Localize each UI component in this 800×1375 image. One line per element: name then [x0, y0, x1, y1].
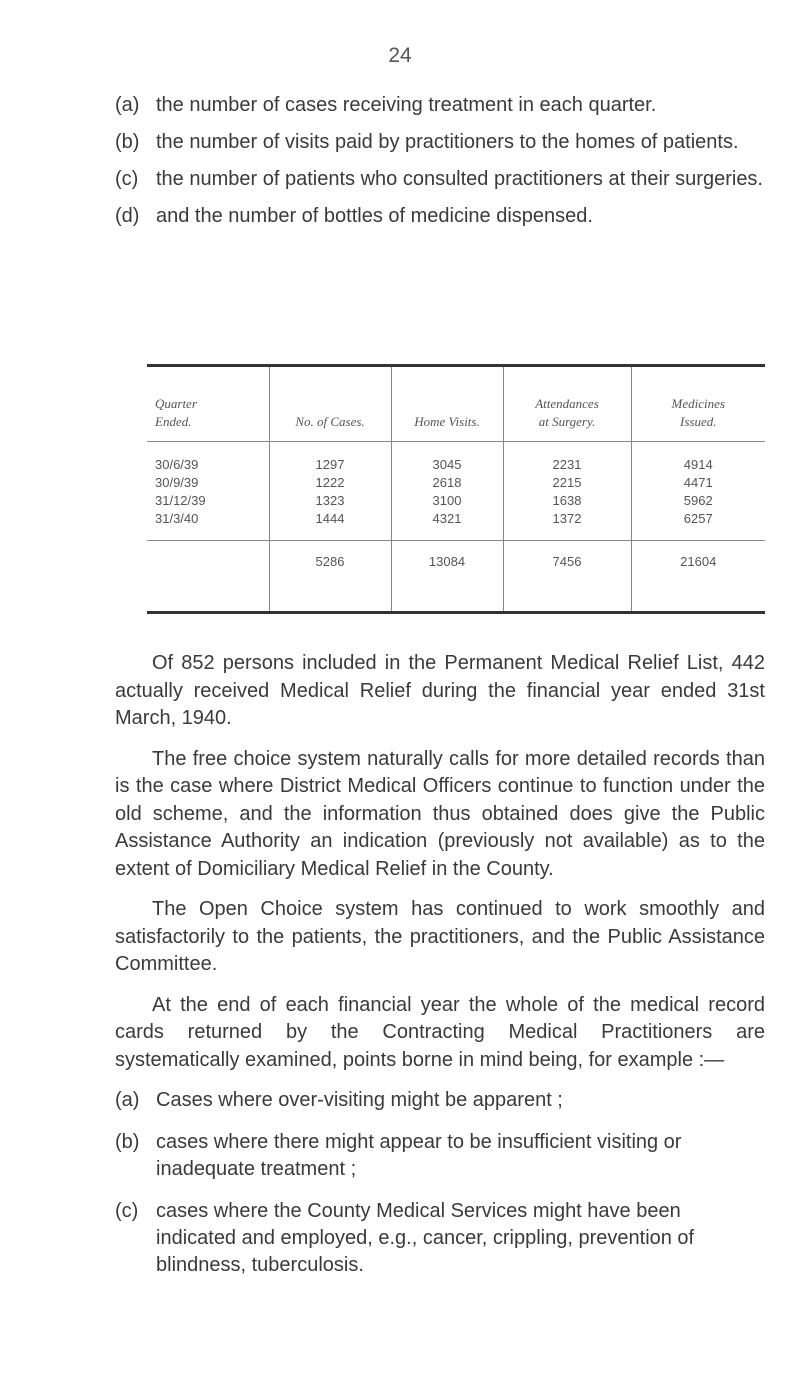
paragraph: Of 852 persons included in the Permanent Medical Relief List, 442 actually received Medical Relief during the financial year ended 31st March, 1940.	[115, 652, 765, 729]
cell-total-cases: 5286	[269, 541, 391, 613]
list-text: the number of patients who consulted practitioners at their surgeries.	[156, 168, 763, 190]
cell-total-medicines: 21604	[631, 541, 765, 613]
header-home-visits-label: Home Visits.	[414, 414, 480, 429]
list-item	[115, 166, 765, 193]
body-text	[115, 650, 765, 1294]
header-quarter-ended	[147, 366, 269, 442]
cell-medicines: 4914	[631, 442, 765, 475]
page-number: 24	[388, 44, 412, 67]
list-item	[115, 1129, 765, 1183]
cell-medicines: 5962	[631, 492, 765, 510]
cell-cases: 1444	[269, 510, 391, 541]
cell-quarter: 30/9/39	[155, 475, 199, 490]
cell-total-home-visits: 13084	[391, 541, 503, 613]
paragraph: At the end of each financial year the whole of the medical record cards returned by the Contracting Medical Practitioners are systematically examined, points borne in mind being, for example :—	[115, 993, 765, 1071]
list-marker: (c)	[115, 1200, 139, 1222]
cell-home-visits: 2618	[391, 474, 503, 492]
list-item	[115, 92, 765, 119]
cell-attendances: 2231	[503, 442, 631, 475]
cell-total-attendances: 7456	[503, 541, 631, 613]
cell-attendances: 2215	[503, 474, 631, 492]
table-total-row	[147, 541, 765, 613]
header-attendances	[503, 366, 631, 442]
list-marker: (a)	[115, 1089, 140, 1111]
list-text: Cases where over-visiting might be apparent ;	[156, 1089, 563, 1111]
cell-cases: 1222	[269, 474, 391, 492]
header-medicines	[631, 366, 765, 442]
cell-home-visits: 3045	[391, 442, 503, 475]
paragraph: The Open Choice system has continued to work smoothly and satisfactorily to the patients, the practitioners, and the Public Assistance Committee.	[115, 898, 765, 975]
cell-home-visits: 3100	[391, 492, 503, 510]
list-item	[115, 129, 765, 156]
cell-quarter: 31/12/39	[155, 493, 206, 508]
list-text: the number of visits paid by practitioners to the homes of patients.	[156, 131, 739, 153]
table-row	[147, 474, 765, 492]
examination-points-list	[115, 1087, 765, 1279]
cell-quarter: 30/6/39	[155, 457, 199, 472]
list-text: cases where the County Medical Services might have been indicated and employed, e.g., cancer, crippling, prevention of blindness, tuberculosis.	[156, 1200, 695, 1276]
list-item	[115, 1198, 765, 1279]
cell-quarter: 31/3/40	[155, 511, 199, 526]
header-attendances-line1: Attendances	[535, 396, 599, 411]
header-medicines-line1: Medicines	[671, 396, 725, 411]
list-marker: (b)	[115, 131, 140, 153]
cell-total-blank	[147, 541, 269, 613]
list-text: and the number of bottles of medicine dispensed.	[156, 205, 593, 227]
list-marker: (b)	[115, 1131, 140, 1153]
list-item	[115, 1087, 765, 1114]
table-header-row	[147, 366, 765, 442]
cell-home-visits: 4321	[391, 510, 503, 541]
cell-attendances: 1638	[503, 492, 631, 510]
paragraph: The free choice system naturally calls for more detailed records than is the case where District Medical Officers continue to function under the old scheme, and the information thus obtained does give the Public Assistance Authority an indication (previously not available) as to the extent of Domiciliary Medical Relief in the County.	[115, 747, 765, 880]
list-text: cases where there might appear to be insufficient visiting or inadequate treatment ;	[156, 1131, 682, 1180]
cell-attendances: 1372	[503, 510, 631, 541]
table-row	[147, 510, 765, 541]
intro-list	[115, 92, 765, 240]
list-marker: (d)	[115, 205, 140, 227]
cell-medicines: 4471	[631, 474, 765, 492]
header-home-visits	[391, 366, 503, 442]
cell-cases: 1297	[269, 442, 391, 475]
cell-cases: 1323	[269, 492, 391, 510]
table-row	[147, 442, 765, 475]
medical-relief-table	[147, 364, 765, 614]
list-marker: (a)	[115, 94, 140, 116]
header-attendances-line2: at Surgery.	[538, 414, 596, 429]
header-quarter-line2: Ended.	[155, 414, 192, 429]
table-row	[147, 492, 765, 510]
header-cases-label: No. of Cases.	[295, 414, 365, 429]
header-quarter-line1: Quarter	[155, 396, 197, 411]
list-text: the number of cases receiving treatment in each quarter.	[156, 94, 657, 116]
header-medicines-line2: Issued.	[680, 414, 717, 429]
list-item	[115, 203, 765, 230]
header-cases	[269, 366, 391, 442]
cell-medicines: 6257	[631, 510, 765, 541]
list-marker: (c)	[115, 168, 139, 190]
